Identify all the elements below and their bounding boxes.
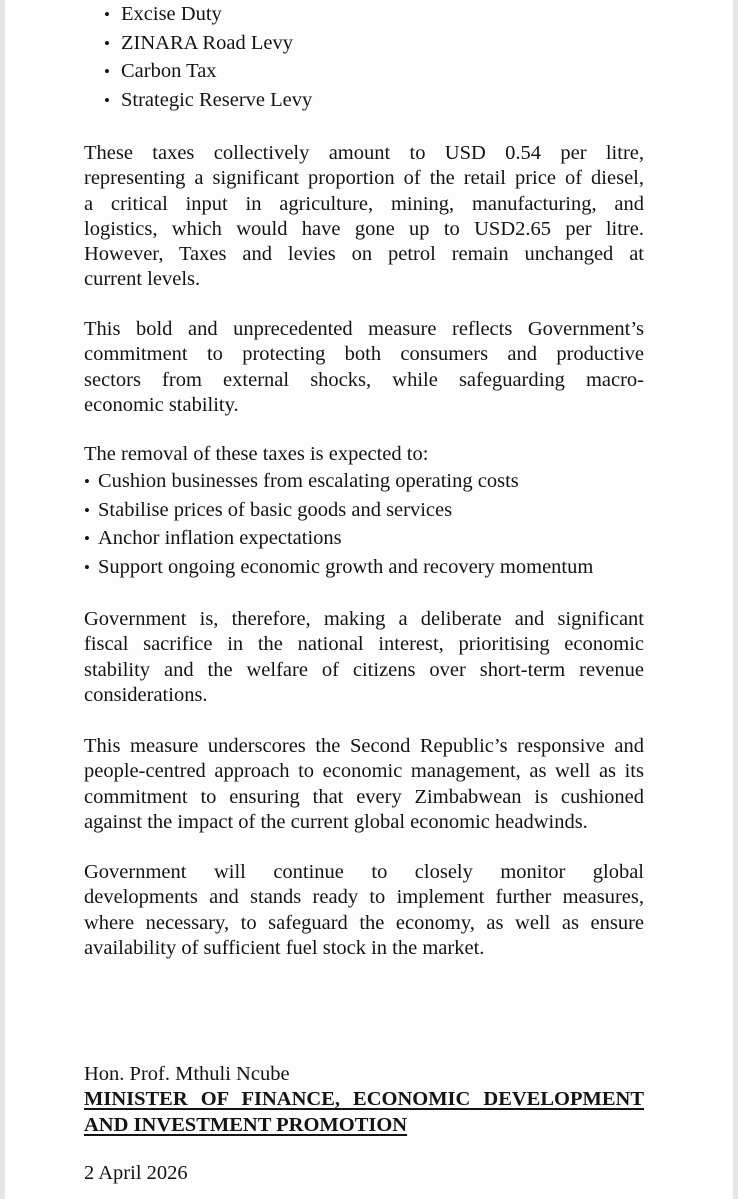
paragraph-taxes-amount: These taxes collectively amount to USD 0.54 per litre, representing a significant proportion of the retail price of diesel, a critical input in agriculture, mining, manufacturing, and logistics, which would have gone up to USD2.65 per litre. However, Taxes and levies on petrol remain unchanged at current levels. bbox=[84, 142, 644, 291]
paragraph-monitor: Government will continue to closely monitor global developments and stands ready to implement further measures, where necessary, to safeguard the economy, as well as ensure availability of sufficient fuel stock in the market. bbox=[84, 861, 644, 959]
expected-item: • Cushion businesses from escalating operating costs bbox=[84, 467, 644, 496]
bullet: • bbox=[104, 33, 110, 53]
bullet: • bbox=[84, 500, 90, 520]
tax-list-item: • Strategic Reserve Levy bbox=[104, 86, 312, 115]
expected-item: • Anchor inflation expectations bbox=[84, 524, 644, 553]
expected-item: • Support ongoing economic growth and recovery momentum bbox=[84, 553, 644, 582]
left-page-edge bbox=[0, 0, 5, 1199]
signatory-title-line2: AND INVESTMENT PROMOTION bbox=[84, 1113, 408, 1136]
date-block bbox=[84, 1161, 644, 1186]
bullet: • bbox=[104, 5, 110, 24]
right-page-edge bbox=[733, 0, 738, 1199]
bullet: • bbox=[84, 529, 90, 549]
signatory-name: Hon. Prof. Mthuli Ncube bbox=[84, 1063, 290, 1085]
bullet: • bbox=[84, 557, 90, 577]
paragraph-fiscal-sacrifice: Government is, therefore, making a deliberate and significant fiscal sacrifice in the national interest, prioritising economic stability and the welfare of citizens over short-term revenue considerations. bbox=[84, 608, 644, 706]
tax-list bbox=[104, 0, 312, 114]
tax-list-item: • Excise Duty bbox=[104, 0, 312, 29]
paragraph-second-republic: This measure underscores the Second Republic’s responsive and people-centred approach to economic management, as well as its commitment to ensuring that every Zimbabwean is cushioned against the impact of the current global economic headwinds. bbox=[84, 735, 644, 833]
document-date: 2 April 2026 bbox=[84, 1162, 188, 1184]
expected-intro: The removal of these taxes is expected to: bbox=[84, 443, 429, 465]
tax-list-item: • ZINARA Road Levy bbox=[104, 29, 312, 58]
bullet: • bbox=[104, 62, 110, 81]
expected-outcomes bbox=[84, 442, 644, 581]
signature-block bbox=[84, 1062, 644, 1138]
paragraph-bold-measure: This bold and unprecedented measure reflects Government’s commitment to protecting both consumers and productive sectors from external shocks, while safeguarding macro- economic stability. bbox=[84, 318, 644, 416]
bullet: • bbox=[84, 472, 90, 492]
signatory-title-line1: MINISTER OF FINANCE, ECONOMIC DEVELOPMENT bbox=[84, 1088, 644, 1111]
bullet: • bbox=[104, 90, 110, 110]
tax-list-item: • Carbon Tax bbox=[104, 57, 312, 86]
expected-item: • Stabilise prices of basic goods and services bbox=[84, 496, 644, 525]
